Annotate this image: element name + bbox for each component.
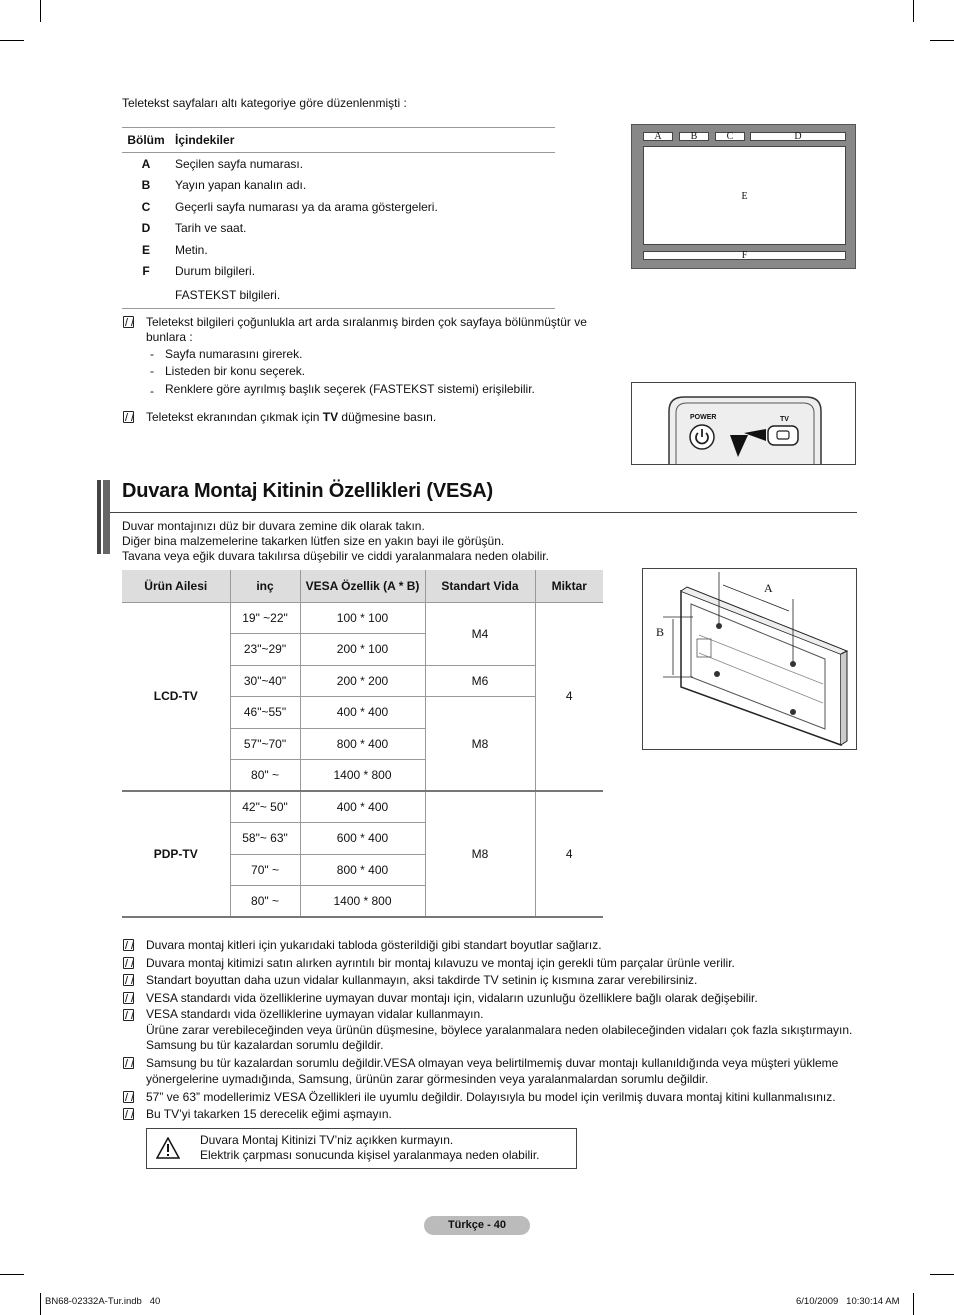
vesa-cell: 200 * 200	[300, 665, 425, 697]
table-row	[122, 239, 555, 261]
note-bold: TV	[322, 410, 339, 424]
table-row	[122, 282, 555, 308]
dim-a-label: A	[764, 581, 773, 595]
header-inch: inç	[230, 570, 300, 602]
note-icon	[123, 939, 134, 951]
remote-illustration	[632, 383, 856, 465]
note-icon	[123, 1057, 134, 1069]
vesa-cell: 800 * 400	[300, 854, 425, 886]
note-item	[146, 990, 866, 1007]
screw-cell: M6	[425, 665, 535, 697]
vesa-cell: 800 * 400	[300, 728, 425, 760]
note-icon	[123, 957, 134, 969]
header-screw: Standart Vida	[425, 570, 535, 602]
tv-back-diagram	[642, 568, 857, 750]
row-key: A	[141, 156, 151, 171]
qty-cell: 4	[535, 602, 603, 791]
list-item: Renklere göre ayrılmış başlık seçerek (FASTEKST sistemi) erişilebilir.	[165, 382, 535, 396]
note-item	[146, 1007, 866, 1054]
qty-cell: 4	[535, 791, 603, 917]
header-content: İçindekiler	[175, 133, 235, 147]
crop-mark	[930, 40, 954, 41]
row-desc: Yayın yapan kanalın adı.	[175, 178, 307, 193]
heading-rule	[110, 512, 857, 513]
note-item	[146, 1055, 866, 1088]
warning-icon	[156, 1137, 180, 1159]
table-row	[122, 153, 555, 175]
tv-label: TV	[780, 416, 789, 423]
teletext-parts-table	[122, 127, 555, 309]
tv-back-illustration	[643, 569, 858, 751]
heading-bar	[103, 480, 110, 554]
footer-file: BN68-02332A-Tur.indb 40	[45, 1296, 161, 1307]
header-family: Ürün Ailesi	[122, 570, 230, 602]
vesa-cell: 1400 * 800	[300, 760, 425, 792]
size-cell: 42"~ 50"	[230, 791, 300, 823]
row-key: C	[141, 199, 151, 214]
note-text: Ürüne zarar verebileceğinden veya ürünün düşmesine, böylece yaralanmalara neden olabileceğinden vidaları çok fazla sıkıştırmayın.	[146, 1022, 853, 1037]
size-cell: 70" ~	[230, 854, 300, 886]
list-item: Sayfa numarasını girerek.	[165, 347, 303, 361]
size-cell: 57"~70"	[230, 728, 300, 760]
note-icon	[123, 992, 134, 1004]
row-desc: Geçerli sayfa numarası ya da arama göstergeleri.	[175, 199, 438, 214]
section-heading: Duvara Montaj Kitinin Özellikleri (VESA)	[122, 480, 493, 502]
list-dash: -	[150, 364, 154, 378]
vesa-cell: 100 * 100	[300, 602, 425, 634]
note-pre: Teletekst ekranından çıkmak için	[146, 410, 323, 424]
size-cell: 19" ~22"	[230, 602, 300, 634]
dim-b-label: B	[656, 625, 665, 639]
exit-note	[146, 410, 436, 425]
table-row	[122, 791, 603, 823]
row-desc: Tarih ve saat.	[175, 221, 247, 236]
header-qty: Miktar	[535, 570, 603, 602]
row-desc: Durum bilgileri.	[175, 264, 256, 279]
note-text: Samsung bu tür kazalardan sorumlu değildir.	[146, 1038, 384, 1052]
table-header	[122, 128, 555, 153]
screw-cell: M8	[425, 697, 535, 792]
warning-line: Elektrik çarpması sonucunda kişisel yaralanmaya neden olabilir.	[200, 1148, 540, 1162]
note-text: Duvara montaj kitleri için yukarıdaki tabloda gösterildiği gibi standart boyutlar sağlarız.	[146, 938, 602, 952]
crop-mark	[40, 0, 41, 22]
crop-mark	[913, 1293, 914, 1315]
table-row	[122, 602, 603, 634]
size-cell: 23"~29"	[230, 634, 300, 666]
page-number-badge: Türkçe - 40	[424, 1216, 530, 1235]
row-desc: FASTEKST bilgileri.	[175, 288, 281, 302]
note-icon	[123, 316, 134, 328]
vesa-cell: 200 * 100	[300, 634, 425, 666]
header-section: Bölüm	[127, 133, 165, 147]
crop-mark	[930, 1274, 954, 1275]
vesa-cell: 1400 * 800	[300, 886, 425, 918]
crop-mark	[0, 1274, 24, 1275]
warning-box	[146, 1128, 577, 1169]
note-item	[146, 1089, 866, 1106]
list-dash: -	[150, 384, 154, 398]
vesa-cell: 400 * 400	[300, 791, 425, 823]
note-text: Samsung bu tür kazalardan sorumlu değildir.VESA olmayan veya belirtilmemiş duvar montajı kullanıldığında veya müşteri yükleme yönergelerine uymadığında, Samsung, ürünün zarar görmesinden veya yaralanmalardan sorumlu değildir.	[146, 1055, 839, 1086]
note-item	[146, 1106, 866, 1123]
list-dash: -	[150, 347, 154, 361]
crop-mark	[40, 1293, 41, 1315]
size-cell: 80" ~	[230, 886, 300, 918]
body-line: Duvar montajınızı düz bir duvara zemine dik olarak takın.	[122, 519, 425, 533]
table-header	[122, 570, 603, 602]
heading-bar	[97, 480, 101, 554]
label-d: D	[750, 132, 846, 141]
body-line: Diğer bina malzemelerine takarken lütfen size en yakın bayi ile görüşün.	[122, 534, 505, 548]
row-key: D	[141, 221, 151, 236]
vesa-cell: 400 * 400	[300, 697, 425, 729]
note-item	[146, 937, 866, 954]
row-desc: Metin.	[175, 242, 208, 257]
note-item	[146, 955, 866, 972]
note-text: Duvara montaj kitimizi satın alırken ayrıntılı bir montaj kılavuzu ve montaj için gerekli tüm parçalar ürünle verilir.	[146, 955, 735, 970]
note-post: düğmesine basın.	[338, 410, 437, 424]
warning-line: Duvara Montaj Kitinizi TV’niz açıkken kurmayın.	[200, 1133, 454, 1147]
note-icon	[123, 1108, 134, 1120]
note-icon	[123, 1009, 134, 1021]
note-item	[146, 972, 866, 989]
notes-list	[146, 937, 866, 1123]
note-text: Bu TV’yi takarken 15 derecelik eğimi aşmayın.	[146, 1107, 392, 1121]
table-row	[122, 175, 555, 197]
vesa-cell: 600 * 400	[300, 823, 425, 855]
table-row	[122, 196, 555, 218]
size-cell: 30"~40"	[230, 665, 300, 697]
note-text: VESA standardı vida özelliklerine uymayan duvar montajı için, vidaların uzunluğu özelliklere bağlı olarak değişebilir.	[146, 990, 758, 1005]
row-key: B	[141, 178, 151, 193]
header-vesa: VESA Özellik (A * B)	[300, 570, 425, 602]
family-cell: LCD-TV	[122, 602, 230, 791]
note-icon	[123, 974, 134, 986]
size-cell: 80" ~	[230, 760, 300, 792]
table-row	[122, 261, 555, 283]
row-desc: Seçilen sayfa numarası.	[175, 156, 304, 171]
crop-mark	[913, 0, 914, 22]
footer-date: 6/10/2009 10:30:14 AM	[796, 1296, 900, 1307]
label-e: E	[643, 146, 846, 245]
note-icon	[123, 1091, 134, 1103]
body-line: Tavana veya eğik duvara takılırsa düşebilir ve ciddi yaralanmalara neden olabilir.	[122, 549, 549, 563]
note-icon	[123, 411, 134, 423]
size-cell: 58"~ 63"	[230, 823, 300, 855]
size-cell: 46"~55"	[230, 697, 300, 729]
teletext-screen-diagram	[631, 124, 856, 269]
label-b: B	[679, 132, 709, 141]
note-text: 57” ve 63” modellerimiz VESA Özellikleri ile uyumlu değildir. Dolayısıyla bu model için verilmiş duvara montaj kitini kullanmalısınız.	[146, 1089, 836, 1104]
vesa-table	[122, 570, 603, 918]
family-cell: PDP-TV	[122, 791, 230, 917]
screw-cell: M4	[425, 602, 535, 665]
label-f: F	[643, 251, 846, 260]
label-a: A	[643, 132, 673, 141]
remote-diagram	[631, 382, 856, 465]
label-c: C	[715, 132, 745, 141]
intro-text: Teletekst sayfaları altı kategoriye göre düzenlenmişti :	[122, 96, 407, 110]
row-key: F	[142, 264, 150, 279]
note-text: Teletekst bilgileri çoğunlukla art arda sıralanmış birden çok sayfaya bölünmüştür ve bunlara :	[146, 315, 587, 344]
note-text: Standart boyuttan daha uzun vidalar kullanmayın, aksi takdirde TV setinin iç kısmına zarar verebilirsiniz.	[146, 973, 698, 987]
screw-cell: M8	[425, 791, 535, 917]
crop-mark	[0, 40, 24, 41]
power-label: POWER	[690, 414, 717, 421]
list-item: Listeden bir konu seçerek.	[165, 364, 306, 378]
row-key: E	[141, 242, 150, 257]
note-text: VESA standardı vida özelliklerine uymayan vidalar kullanmayın.	[146, 1007, 484, 1021]
table-row	[122, 218, 555, 240]
